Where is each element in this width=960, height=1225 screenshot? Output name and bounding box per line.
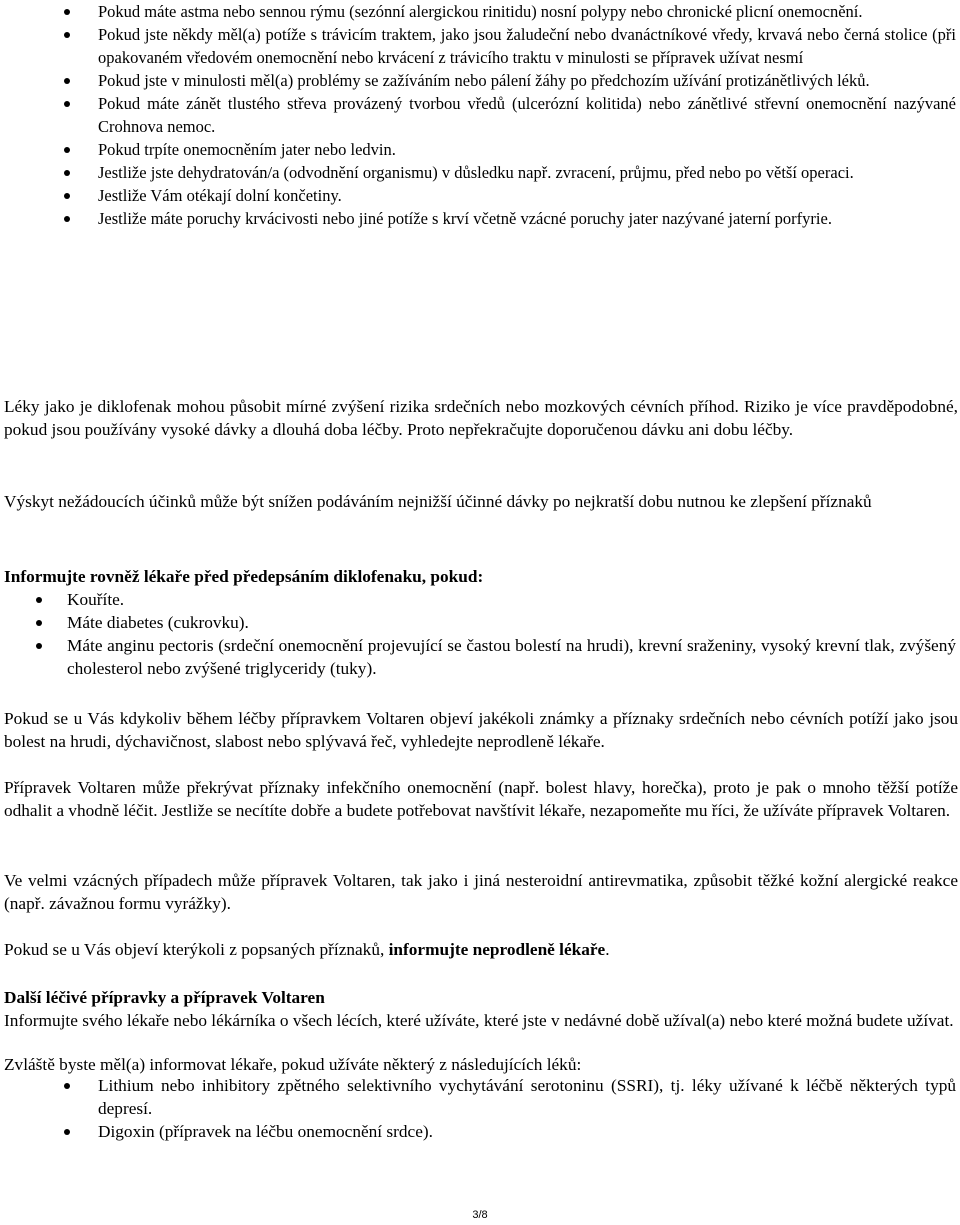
- allergy-paragraph: Ve velmi vzácných případech může přípravek Voltaren, tak jako i jiná nesteroidní antirevmatika, způsobit těžké kožní alergické reakce (např. závažnou formu vyrážky).: [4, 871, 958, 913]
- bullet-icon: [64, 1129, 70, 1135]
- precautions-list: [0, 0, 960, 230]
- inform-heading: Informujte rovněž lékaře před předepsáním diklofenaku, pokud:: [4, 567, 484, 586]
- list-item: Kouříte.: [0, 588, 960, 611]
- bullet-icon: [36, 620, 42, 626]
- list-item: Máte anginu pectoris (srdeční onemocnění projevující se častou bolestí na hrudi), krevní sraženiny, vysoký krevní tlak, zvýšený cholesterol nebo zvýšené triglyceridy (tuky).: [0, 634, 960, 680]
- medicines-list: [0, 1074, 960, 1143]
- list-item: Lithium nebo inhibitory zpětného selektivního vychytávání serotoninu (SSRI), tj. léky užívané k léčbě některých typů depresí.: [0, 1074, 960, 1120]
- list-item: Pokud máte zánět tlustého střeva provázený tvorbou vředů (ulcerózní kolitida) nebo zánětlivé střevní onemocnění nazývané Crohnova nemoc.: [0, 92, 960, 138]
- cardiac-paragraph: Pokud se u Vás kdykoliv během léčby přípravkem Voltaren objeví jakékoli známky a příznaky srdečních nebo cévních potíží jako jsou bolest na hrudi, dýchavičnost, slabost nebo splývavá řeč, vyhledejte neprodleně lékaře.: [4, 709, 958, 751]
- other-medicines-intro: Zvláště byste měl(a) informovat lékaře, pokud užíváte některý z následujících léků:: [4, 1055, 582, 1074]
- bullet-icon: [36, 643, 42, 649]
- list-item: Máte diabetes (cukrovku).: [0, 611, 960, 634]
- list-item: Pokud máte astma nebo sennou rýmu (sezónní alergickou rinitidu) nosní polypy nebo chronické plicní onemocnění.: [0, 0, 960, 23]
- list-item: Jestliže Vám otékají dolní končetiny.: [0, 184, 960, 207]
- bullet-icon: [64, 101, 70, 107]
- other-medicines-heading: Další léčivé přípravky a přípravek Voltaren: [4, 988, 325, 1007]
- risk-paragraph: Léky jako je diklofenak mohou působit mírné zvýšení rizika srdečních nebo mozkových cévních příhod. Riziko je více pravděpodobné, pokud jsou používány vysoké dávky a dlouhá doba léčby. Proto nepřekračujte doporučenou dávku ani dobu léčby.: [4, 397, 958, 439]
- inform-doctor-emphasis: informujte neprodleně lékaře: [388, 940, 606, 959]
- bullet-icon: [64, 32, 70, 38]
- list-item: Digoxin (přípravek na léčbu onemocnění srdce).: [0, 1120, 960, 1143]
- bullet-icon: [64, 216, 70, 222]
- bullet-icon: [64, 9, 70, 15]
- page-number: 3/8: [472, 1209, 488, 1221]
- bullet-icon: [36, 597, 42, 603]
- list-item: Jestliže máte poruchy krvácivosti nebo jiné potíže s krví včetně vzácné poruchy jater nazývané jaterní porfyrie.: [0, 207, 960, 230]
- bullet-icon: [64, 193, 70, 199]
- list-item: Jestliže jste dehydratován/a (odvodnění organismu) v důsledku např. zvracení, průjmu, před nebo po větší operaci.: [0, 161, 960, 184]
- list-item: Pokud jste někdy měl(a) potíže s trávicím traktem, jako jsou žaludeční nebo dvanáctníkové vředy, krvavá nebo černá stolice (při opakovaném vředovém onemocnění nebo krvácení z trávicího traktu v minulosti se přípravek užívat nesmí: [0, 23, 960, 69]
- risk-factors-list: [0, 588, 960, 680]
- bullet-icon: [64, 147, 70, 153]
- list-item: Pokud trpíte onemocněním jater nebo ledvin.: [0, 138, 960, 161]
- infection-paragraph: Přípravek Voltaren může překrývat příznaky infekčního onemocnění (např. bolest hlavy, horečka), proto je pak o mnoho těžší potíže odhalit a vhodně léčit. Jestliže se necítíte dobře a budete potřebovat navštívit lékaře, nezapomeňte mu říci, že užíváte přípravek Voltaren.: [4, 778, 958, 820]
- list-item: Pokud jste v minulosti měl(a) problémy se zažíváním nebo pálení žáhy po předchozím užívání protizánětlivých léků.: [0, 69, 960, 92]
- other-medicines-paragraph: Informujte svého lékaře nebo lékárníka o všech lécích, které užíváte, které jste v nedávné době užíval(a) nebo které možná budete užívat.: [4, 1011, 954, 1030]
- symptoms-paragraph: Pokud se u Vás objeví kterýkoli z popsaných příznaků, informujte neprodleně lékaře.: [4, 940, 610, 959]
- bullet-icon: [64, 78, 70, 84]
- bullet-icon: [64, 1083, 70, 1089]
- dose-paragraph: Výskyt nežádoucích účinků může být snížen podáváním nejnižší účinné dávky po nejkratší dobu nutnou ke zlepšení příznaků: [4, 492, 872, 511]
- bullet-icon: [64, 170, 70, 176]
